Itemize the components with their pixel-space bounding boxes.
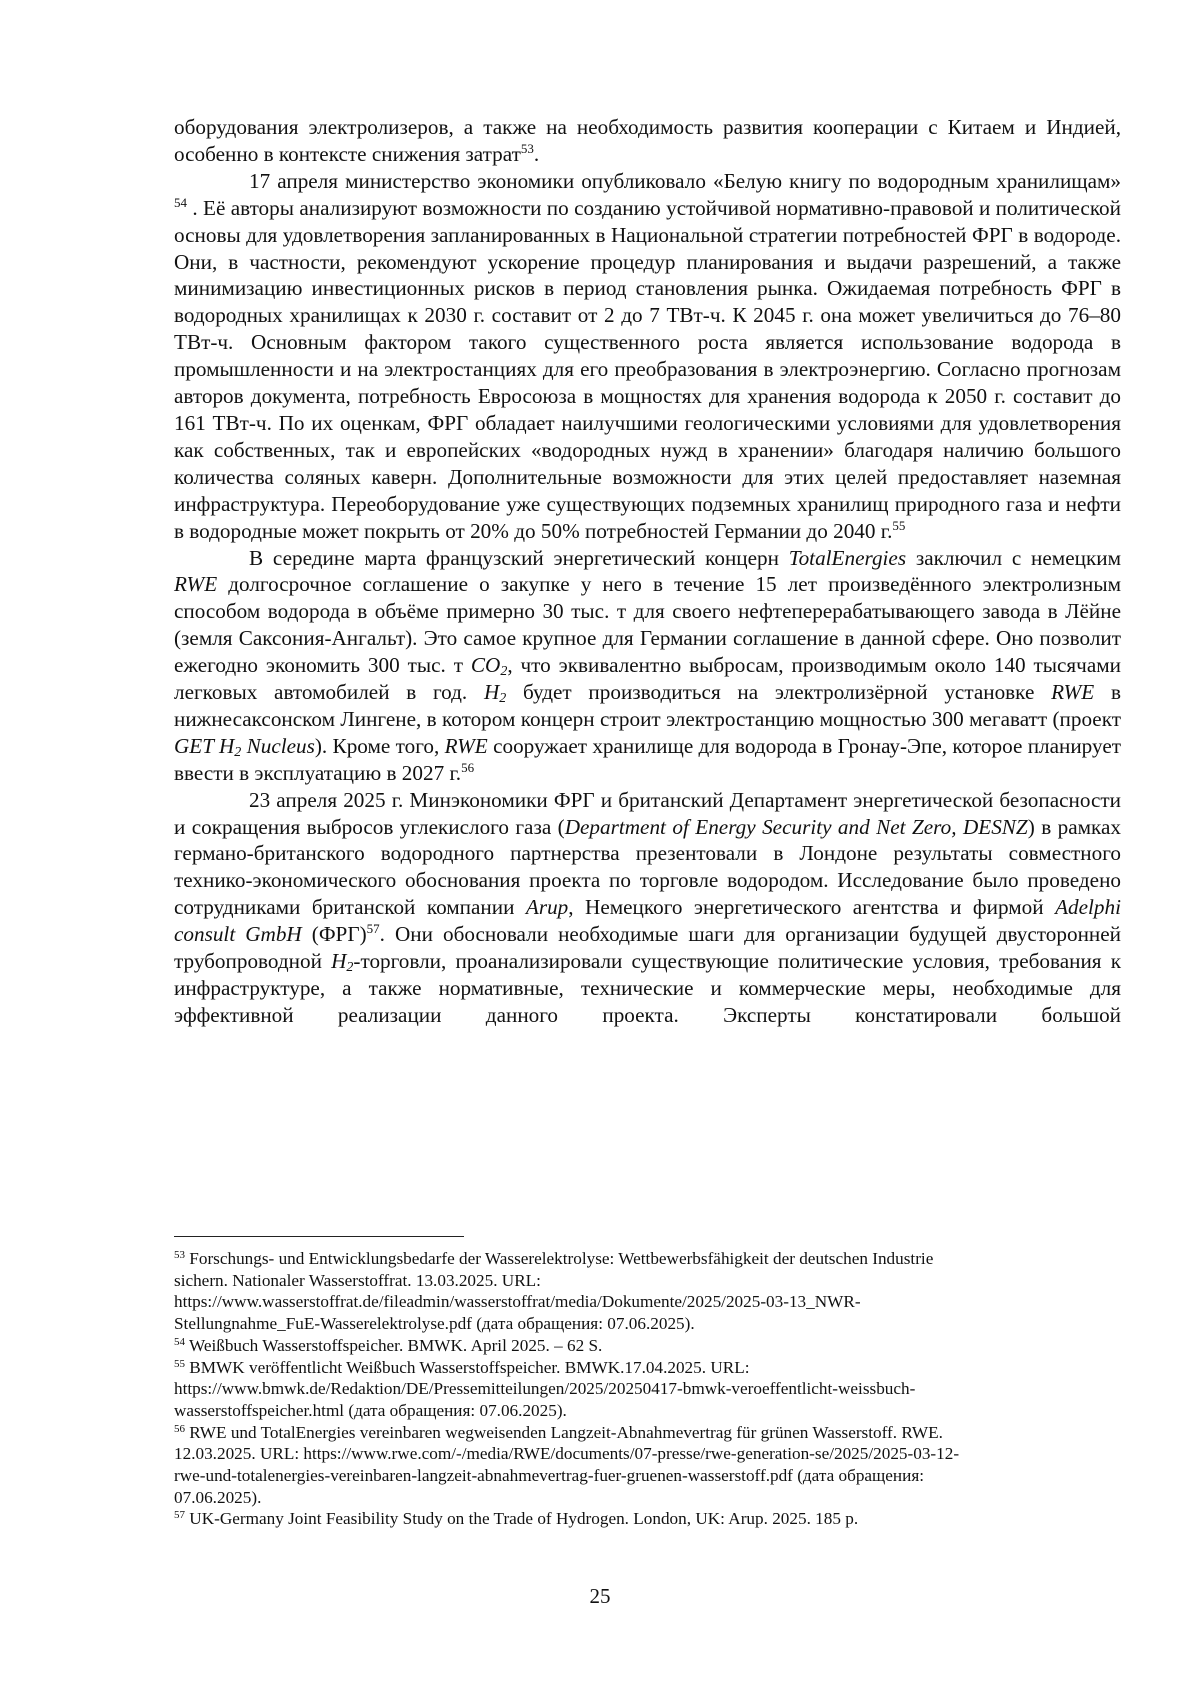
paragraph-4 [174,787,1121,1029]
paragraph-text: оборудования электролизеров, а также на необходимость развития кооперации с Китаем и Индией, особенно в контексте снижения затрат [174,115,1121,166]
footnote-number: 55 [174,1357,185,1370]
formula-subscript: 2 [346,960,354,976]
formula-main: CO [470,653,501,678]
paragraph-text: . [533,141,540,166]
company-name: Arup [525,895,569,920]
paragraph-text: в нижнесаксонском Лингене, в котором концерн строит электростанцию мощностью 300 мегаватт (проект [174,680,1121,731]
footnote-separator [174,1236,464,1237]
footnote-56 [174,1422,1121,1509]
page-number: 25 [589,1584,611,1608]
paragraph-2 [174,168,1121,545]
formula-subscript: 2 [234,744,242,760]
footnote-text: 07.06.2025). [174,1487,262,1507]
footnote-url[interactable]: Stellungnahme_FuE-Wasserelektrolyse.pdf (дата обращения: 07.06.2025). [174,1314,695,1334]
paragraph-text: ). Кроме того, [314,733,445,758]
footnotes [174,1248,1121,1530]
company-name: RWE [174,572,218,597]
project-name-part: GET H [174,733,235,758]
footnote-ref-54[interactable]: 54 [174,194,187,210]
footnote-number: 56 [174,1422,185,1435]
footnote-text: Forschungs- und Entwicklungsbedarfe der Wasserelektrolyse: Wettbewerbsfähigkeit der deutschen Industrie [189,1249,934,1268]
project-name-part: Nucleus [241,733,315,758]
footnote-text: sichern. Nationaler Wasserstoffrat. 13.03.2025. URL: [174,1270,541,1290]
company-name: RWE [444,733,488,758]
formula-subscript: 2 [500,664,508,680]
paragraph-text: 17 апреля министерство экономики опубликовало «Белую книгу по водородным хранилищам» [249,168,1121,193]
footnote-url[interactable]: https://www.wasserstoffrat.de/fileadmin/wasserstoffrat/media/Dokumente/2025/2025-03-13_NWR- [174,1292,861,1312]
paragraph-1 [174,114,1121,168]
paragraph-text: сооружает хранилище для водорода в Гронау-Эпе, которое планирует ввести в эксплуатацию в 2027 г. [174,733,1121,785]
chemical-formula-h2 [331,949,354,976]
organization-name: Department of Energy Security and Net Zero, DESNZ [564,814,1028,839]
footnote-number: 54 [174,1335,185,1348]
paragraph-text: . Они обосновали необходимые шаги для организации будущей двусторонней трубопроводной [174,922,1121,974]
chemical-formula-h2 [483,680,507,707]
footnote-number: 53 [174,1249,185,1261]
footnote-text: Weißbuch Wasserstoffspeicher. BMWK. April 2025. – 62 S. [189,1335,603,1355]
footnote-url[interactable]: rwe-und-totalenergies-vereinbaren-langzeit-abnahmevertrag-fuer-gruenen-wasserstoff.pdf (дата обращения: [174,1466,924,1486]
paragraph-text: будет производиться на электролизёрной установке [506,680,1052,705]
paragraph-text: (ФРГ) [301,922,367,947]
paragraph-3 [174,545,1121,787]
formula-subscript: 2 [499,691,507,707]
paragraph-text: . Её авторы анализируют возможности по созданию устойчивой нормативно-правовой и политической основы для удовлетворения запланированных в Национальной стратегии потребностей ФРГ в водороде. Они, в частности, рекомендуют ускорение процедур планирования и выдачи разрешений, а также минимизацию инвестиционных рисков в период становления рынка. Ожидаемая потребность ФРГ в водородных хранилищах к 2030 г. составит от 2 до 7 ТВт-ч. К 2045 г. она может увеличиться до 76–80 ТВт-ч. Основным фактором такого существенного роста является использование водорода в промышленности и на электростанциях для его преобразования в электроэнергию. Согласно прогнозам авторов документа, потребность Евросоюза в мощностях для хранения водорода к 2050 г. составит до 161 ТВт-ч. По их оценкам, ФРГ обладает наилучшими геологическими условиями для удовлетворения как собственных, так и европейских «водородных нужд в хранении» благодаря наличию большого количества соляных каверн. Дополнительные возможности для этих целей предоставляет наземная инфраструктура. Переоборудование уже существующих подземных хранилищ природного газа и нефти в водородные может покрыть от 20% до 50% потребностей Германии до 2040 г. [174,195,1121,543]
paragraph-text: заключил с немецким [906,545,1121,570]
paragraph-text: , Немецкого энергетического агентства и фирмой [568,895,1056,920]
paragraph-text: долгосрочное соглашение о закупке у него в течение 15 лет произведённого электролизным способом водорода в объёме примерно 30 тыс. т для своего нефтеперерабатывающего завода в Лёйне (земля Саксония-Ангальт). Это самое крупное для Германии соглашение в данной сфере. Оно позволит ежегодно экономить 300 тыс. т [174,572,1121,678]
company-name: TotalEnergies [788,545,907,570]
footnote-url[interactable]: 12.03.2025. URL: https://www.rwe.com/-/media/RWE/documents/07-presse/rwe-generation-se/2025/2025-03-12- [174,1444,960,1464]
formula-main: H [483,680,500,705]
footnote-ref-53[interactable]: 53 [520,140,534,156]
footnote-text: RWE und TotalEnergies vereinbaren wegweisenden Langzeit-Abnahmevertrag für grünen Wasserstoff. RWE. [189,1422,943,1442]
paragraph-text: , что эквивалентно выбросам, производимым около 140 тысячами легковых автомобилей в год. [174,653,1121,705]
footnote-number: 57 [174,1509,185,1522]
footnote-text: UK-Germany Joint Feasibility Study on the Trade of Hydrogen. London, UK: Arup. 2025. 185 p. [189,1509,859,1529]
footnote-ref-55[interactable]: 55 [892,517,906,533]
footnote-ref-57[interactable]: 57 [366,921,380,937]
paragraph-text: В середине марта французский энергетический концерн [249,545,789,570]
footnote-55 [174,1357,1121,1422]
footnote-ref-56[interactable]: 56 [461,759,475,775]
footnote-54 [174,1335,1121,1357]
paragraph-text: 23 апреля 2025 г. Минэкономики ФРГ и британский Департамент энергетической безопасности и сокращения выбросов углекислого газа ( [174,787,1121,839]
footnote-url[interactable]: https://www.bmwk.de/Redaktion/DE/Pressemitteilungen/2025/20250417-bmwk-veroeffentlicht-weissbuch- [174,1379,916,1399]
company-name: Adelphi consult GmbH [174,895,1121,947]
footnote-57 [174,1508,1121,1530]
paragraph-text: ) в рамках германо-британского водородного партнерства презентовали в Лондоне результаты совместного технико-экономического обоснования проекта по торговле водородом. Исследование было проведено сотрудниками британской компании [174,814,1122,920]
footnote-url[interactable]: wasserstoffspeicher.html (дата обращения: 07.06.2025). [174,1400,567,1420]
company-name: RWE [1051,680,1095,705]
paragraph-text: -торговли, проанализировали существующие политические условия, требования к инфраструктуре, а также нормативные, технические и коммерческие меры, необходимые для эффективной реализации данного проекта. Эксперты констатировали большой [174,949,1121,1027]
footnote-53 [174,1248,1121,1335]
chemical-formula-co2 [470,653,508,680]
project-name [174,734,315,758]
document-body [174,114,1121,1029]
formula-main: H [331,949,347,974]
footnote-text: BMWK veröffentlicht Weißbuch Wasserstoffspeicher. BMWK.17.04.2025. URL: [189,1357,750,1377]
